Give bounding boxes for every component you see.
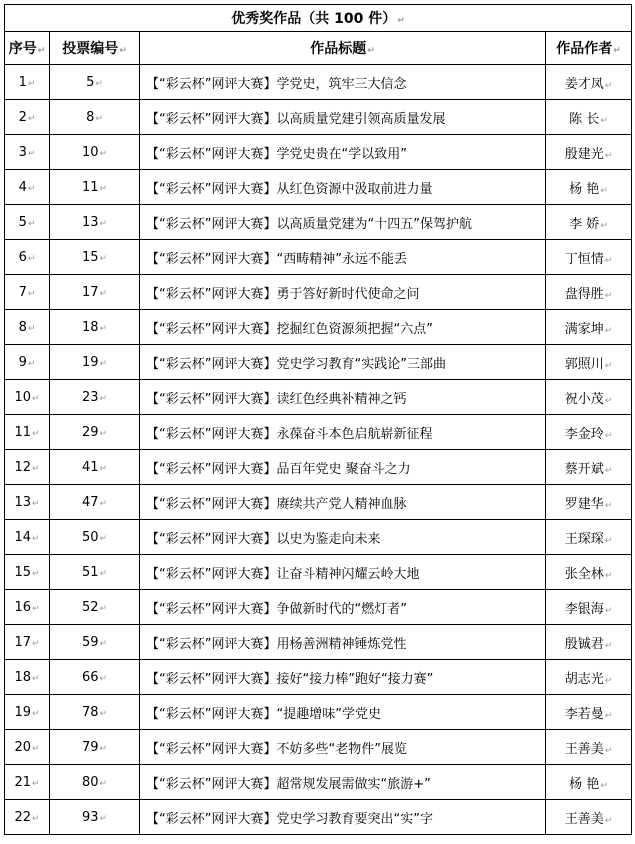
table-row — [5, 590, 632, 625]
paragraph-mark-icon: ↵ — [604, 80, 613, 91]
cell-no-text: 14 — [14, 529, 31, 545]
cell-vote-no-text: 15 — [81, 249, 99, 265]
table-row — [5, 520, 632, 555]
paragraph-mark-icon: ↵ — [600, 780, 608, 791]
cell-title — [140, 275, 546, 310]
cell-vote-no — [50, 415, 140, 450]
cell-no-text: 2 — [18, 109, 27, 125]
paragraph-mark-icon: ↵ — [99, 778, 108, 789]
table-row — [5, 135, 632, 170]
cell-vote-no — [50, 345, 140, 380]
paragraph-mark-icon: ↵ — [604, 395, 613, 406]
paragraph-mark-icon: ↵ — [99, 323, 108, 334]
cell-title — [140, 800, 546, 835]
paragraph-mark-icon: ↵ — [99, 708, 108, 719]
cell-title-text: 【“彩云杯”网评大赛】“提趣增味”学党史 — [146, 706, 381, 722]
paragraph-mark-icon: ↵ — [604, 465, 613, 476]
header-no — [5, 32, 50, 65]
cell-vote-no — [50, 555, 140, 590]
cell-author-text: 盘得胜 — [564, 286, 604, 302]
cell-title-text: 【“彩云杯”网评大赛】挖掘红色资源须把握“六点” — [146, 321, 433, 337]
cell-author — [546, 695, 632, 730]
paragraph-mark-icon: ↵ — [604, 430, 613, 441]
caption-row — [5, 5, 632, 32]
cell-title — [140, 660, 546, 695]
caption-text: 优秀奖作品（共 100 件） — [231, 11, 397, 27]
paragraph-mark-icon: ↵ — [604, 815, 613, 826]
paragraph-mark-icon: ↵ — [604, 255, 613, 266]
cell-author — [546, 380, 632, 415]
cell-no — [5, 170, 50, 205]
paragraph-mark-icon: ↵ — [99, 358, 108, 369]
cell-author-text: 胡志光 — [564, 671, 604, 687]
cell-author-text: 丁恒情 — [564, 251, 604, 267]
cell-author — [546, 275, 632, 310]
cell-no-text: 22 — [14, 809, 31, 825]
cell-no-text: 11 — [14, 424, 31, 440]
cell-author — [546, 135, 632, 170]
cell-no-text: 17 — [14, 634, 31, 650]
paragraph-mark-icon: ↵ — [604, 290, 613, 301]
cell-no — [5, 695, 50, 730]
cell-title — [140, 100, 546, 135]
cell-no-text: 19 — [14, 704, 31, 720]
header-author-text: 作品作者 — [556, 41, 613, 57]
cell-author — [546, 310, 632, 345]
cell-title-text: 【“彩云杯”网评大赛】学党史贵在“学以致用” — [146, 146, 407, 162]
paragraph-mark-icon: ↵ — [99, 498, 108, 509]
paragraph-mark-icon: ↵ — [99, 673, 108, 684]
cell-title — [140, 450, 546, 485]
table-row — [5, 65, 632, 100]
cell-title — [140, 730, 546, 765]
cell-title — [140, 485, 546, 520]
cell-author-text: 姜才凤 — [564, 76, 604, 92]
cell-no — [5, 100, 50, 135]
table-row — [5, 275, 632, 310]
cell-no-text: 6 — [18, 249, 27, 265]
paragraph-mark-icon: ↵ — [27, 183, 36, 194]
cell-vote-no — [50, 485, 140, 520]
cell-vote-no — [50, 275, 140, 310]
cell-author — [546, 660, 632, 695]
cell-vote-no — [50, 590, 140, 625]
cell-title — [140, 65, 546, 100]
cell-author — [546, 800, 632, 835]
cell-author — [546, 65, 632, 100]
paragraph-mark-icon: ↵ — [397, 16, 405, 26]
table-caption — [5, 5, 632, 32]
cell-no-text: 16 — [14, 599, 31, 615]
cell-title — [140, 555, 546, 590]
paragraph-mark-icon: ↵ — [367, 46, 375, 56]
cell-author — [546, 170, 632, 205]
paragraph-mark-icon: ↵ — [27, 218, 36, 229]
cell-no-text: 13 — [14, 494, 31, 510]
table-row — [5, 205, 632, 240]
cell-author-text: 殷建光 — [564, 146, 604, 162]
cell-title — [140, 520, 546, 555]
cell-no-text: 1 — [18, 74, 27, 90]
paragraph-mark-icon: ↵ — [99, 288, 108, 299]
paragraph-mark-icon: ↵ — [32, 638, 40, 649]
table-row — [5, 625, 632, 660]
cell-title — [140, 310, 546, 345]
paragraph-mark-icon: ↵ — [99, 428, 108, 439]
header-vote-no — [50, 32, 140, 65]
cell-no — [5, 240, 50, 275]
cell-author — [546, 415, 632, 450]
paragraph-mark-icon: ↵ — [604, 360, 613, 371]
cell-author — [546, 765, 632, 800]
cell-no — [5, 590, 50, 625]
table-row — [5, 170, 632, 205]
cell-no-text: 15 — [14, 564, 31, 580]
paragraph-mark-icon: ↵ — [99, 148, 108, 159]
cell-title-text: 【“彩云杯”网评大赛】从红色资源中汲取前进力量 — [146, 181, 433, 197]
table-row — [5, 450, 632, 485]
cell-vote-no — [50, 765, 140, 800]
cell-no — [5, 205, 50, 240]
cell-title — [140, 380, 546, 415]
paragraph-mark-icon: ↵ — [604, 745, 613, 756]
cell-title-text: 【“彩云杯”网评大赛】让奋斗精神闪耀云岭大地 — [146, 566, 420, 582]
paragraph-mark-icon: ↵ — [99, 218, 108, 229]
paragraph-mark-icon: ↵ — [604, 150, 613, 161]
table-row — [5, 310, 632, 345]
cell-title — [140, 590, 546, 625]
cell-vote-no-text: 10 — [81, 144, 99, 160]
cell-vote-no — [50, 380, 140, 415]
cell-vote-no-text: 78 — [81, 704, 99, 720]
table-row — [5, 660, 632, 695]
cell-author — [546, 590, 632, 625]
cell-no — [5, 65, 50, 100]
cell-title-text: 【“彩云杯”网评大赛】勇于答好新时代使命之问 — [146, 286, 420, 302]
paragraph-mark-icon: ↵ — [27, 113, 36, 124]
cell-vote-no-text: 50 — [81, 529, 99, 545]
paragraph-mark-icon: ↵ — [32, 568, 40, 579]
cell-vote-no-text: 51 — [81, 564, 99, 580]
table-row — [5, 555, 632, 590]
table-row — [5, 345, 632, 380]
cell-no — [5, 310, 50, 345]
cell-author-text: 王琛琛 — [564, 531, 604, 547]
cell-title-text: 【“彩云杯”网评大赛】学党史，筑牢三大信念 — [146, 76, 407, 92]
paragraph-mark-icon: ↵ — [95, 78, 103, 89]
cell-title — [140, 415, 546, 450]
cell-no — [5, 765, 50, 800]
cell-title-text: 【“彩云杯”网评大赛】不妨多些“老物件”展览 — [146, 741, 407, 757]
paragraph-mark-icon: ↵ — [99, 253, 108, 264]
paragraph-mark-icon: ↵ — [32, 533, 40, 544]
cell-title — [140, 695, 546, 730]
paragraph-mark-icon: ↵ — [32, 428, 40, 439]
paragraph-mark-icon: ↵ — [27, 253, 36, 264]
paragraph-mark-icon: ↵ — [99, 813, 108, 824]
paragraph-mark-icon: ↵ — [604, 325, 613, 336]
cell-title-text: 【“彩云杯”网评大赛】党史学习教育“实践论”三部曲 — [146, 356, 446, 372]
cell-vote-no — [50, 240, 140, 275]
cell-no-text: 21 — [14, 774, 31, 790]
cell-no — [5, 135, 50, 170]
cell-title-text: 【“彩云杯”网评大赛】接好“接力棒”跑好“接力赛” — [146, 671, 434, 687]
paragraph-mark-icon: ↵ — [99, 183, 108, 194]
cell-author-text: 杨 艳 — [569, 181, 600, 197]
paragraph-mark-icon: ↵ — [32, 708, 40, 719]
cell-author-text: 殷铖君 — [564, 636, 604, 652]
paragraph-mark-icon: ↵ — [32, 778, 40, 789]
cell-vote-no — [50, 520, 140, 555]
table-row — [5, 765, 632, 800]
cell-title — [140, 240, 546, 275]
cell-no — [5, 730, 50, 765]
cell-title-text: 【“彩云杯”网评大赛】争做新时代的“燃灯者” — [146, 601, 407, 617]
paragraph-mark-icon: ↵ — [32, 673, 40, 684]
cell-vote-no-text: 19 — [81, 354, 99, 370]
cell-vote-no-text: 18 — [81, 319, 99, 335]
paragraph-mark-icon: ↵ — [604, 640, 613, 651]
cell-title-text: 【“彩云杯”网评大赛】永葆奋斗本色启航崭新征程 — [146, 426, 433, 442]
cell-no-text: 3 — [18, 144, 27, 160]
cell-vote-no — [50, 310, 140, 345]
paragraph-mark-icon: ↵ — [32, 463, 40, 474]
paragraph-mark-icon: ↵ — [37, 46, 46, 56]
cell-title-text: 【“彩云杯”网评大赛】读红色经典补精神之钙 — [146, 391, 407, 407]
paragraph-mark-icon: ↵ — [604, 675, 613, 686]
cell-vote-no-text: 11 — [81, 179, 99, 195]
cell-author — [546, 625, 632, 660]
cell-vote-no — [50, 450, 140, 485]
paragraph-mark-icon: ↵ — [32, 603, 40, 614]
cell-title-text: 【“彩云杯”网评大赛】用杨善洲精神锤炼党性 — [146, 636, 407, 652]
cell-no — [5, 800, 50, 835]
cell-no — [5, 660, 50, 695]
cell-author — [546, 485, 632, 520]
paragraph-mark-icon: ↵ — [99, 568, 108, 579]
cell-vote-no — [50, 170, 140, 205]
cell-vote-no — [50, 135, 140, 170]
cell-no-text: 9 — [18, 354, 27, 370]
paragraph-mark-icon: ↵ — [95, 113, 103, 124]
cell-author — [546, 450, 632, 485]
cell-no — [5, 345, 50, 380]
cell-vote-no — [50, 100, 140, 135]
cell-vote-no — [50, 205, 140, 240]
paragraph-mark-icon: ↵ — [600, 115, 608, 126]
cell-author — [546, 100, 632, 135]
cell-vote-no-text: 52 — [81, 599, 99, 615]
paragraph-mark-icon: ↵ — [613, 46, 621, 56]
cell-author — [546, 730, 632, 765]
cell-title-text: 【“彩云杯”网评大赛】品百年党史 聚奋斗之力 — [146, 461, 411, 477]
cell-title — [140, 765, 546, 800]
table-row — [5, 100, 632, 135]
cell-title — [140, 205, 546, 240]
cell-author-text: 罗建华 — [564, 496, 604, 512]
cell-author — [546, 205, 632, 240]
paragraph-mark-icon: ↵ — [604, 500, 613, 511]
cell-author-text: 李若曼 — [564, 706, 604, 722]
cell-vote-no-text: 13 — [81, 214, 99, 230]
header-title-text: 作品标题 — [310, 41, 367, 57]
cell-vote-no — [50, 695, 140, 730]
cell-author — [546, 240, 632, 275]
cell-vote-no — [50, 625, 140, 660]
cell-title-text: 【“彩云杯”网评大赛】以高质量党建为“十四五”保驾护航 — [146, 216, 472, 232]
header-vote-no-text: 投票编号 — [62, 41, 119, 57]
paragraph-mark-icon: ↵ — [27, 148, 36, 159]
cell-vote-no-text: 8 — [86, 109, 95, 125]
cell-author-text: 陈 长 — [569, 111, 600, 127]
cell-author — [546, 520, 632, 555]
cell-author-text: 李 娇 — [569, 216, 600, 232]
table-row — [5, 485, 632, 520]
cell-author-text: 张全林 — [564, 566, 604, 582]
cell-vote-no-text: 66 — [81, 669, 99, 685]
paragraph-mark-icon: ↵ — [99, 533, 108, 544]
cell-title — [140, 345, 546, 380]
cell-title-text: 【“彩云杯”网评大赛】“西畴精神”永远不能丢 — [146, 251, 407, 267]
cell-author-text: 李金玲 — [564, 426, 604, 442]
cell-no — [5, 555, 50, 590]
cell-no — [5, 520, 50, 555]
paragraph-mark-icon: ↵ — [600, 220, 608, 231]
cell-no — [5, 450, 50, 485]
cell-no — [5, 380, 50, 415]
paragraph-mark-icon: ↵ — [604, 710, 613, 721]
cell-vote-no-text: 47 — [81, 494, 99, 510]
paragraph-mark-icon: ↵ — [32, 743, 40, 754]
cell-no-text: 7 — [18, 284, 27, 300]
cell-no — [5, 485, 50, 520]
table-row — [5, 695, 632, 730]
cell-author-text: 杨 艳 — [569, 776, 600, 792]
table-row — [5, 415, 632, 450]
paragraph-mark-icon: ↵ — [99, 463, 108, 474]
header-no-text: 序号 — [8, 41, 37, 57]
cell-vote-no-text: 59 — [81, 634, 99, 650]
paragraph-mark-icon: ↵ — [32, 393, 40, 404]
paragraph-mark-icon: ↵ — [32, 498, 40, 509]
table-body — [5, 65, 632, 835]
cell-title-text: 【“彩云杯”网评大赛】以高质量党建引领高质量发展 — [146, 111, 446, 127]
cell-author-text: 郭照川 — [564, 356, 604, 372]
cell-vote-no — [50, 800, 140, 835]
paragraph-mark-icon: ↵ — [600, 185, 608, 196]
header-row — [5, 32, 632, 65]
cell-vote-no — [50, 730, 140, 765]
cell-author-text: 祝小茂 — [564, 391, 604, 407]
cell-no-text: 20 — [14, 739, 31, 755]
paragraph-mark-icon: ↵ — [604, 535, 613, 546]
cell-title — [140, 135, 546, 170]
paragraph-mark-icon: ↵ — [119, 46, 127, 56]
cell-no-text: 10 — [14, 389, 31, 405]
cell-no — [5, 625, 50, 660]
cell-title-text: 【“彩云杯”网评大赛】超常规发展需做实“旅游+” — [146, 776, 431, 792]
header-title — [140, 32, 546, 65]
paragraph-mark-icon: ↵ — [99, 393, 108, 404]
cell-author — [546, 555, 632, 590]
cell-no — [5, 415, 50, 450]
cell-title-text: 【“彩云杯”网评大赛】以史为鉴走向未来 — [146, 531, 381, 547]
cell-vote-no-text: 80 — [81, 774, 99, 790]
award-table — [4, 4, 632, 835]
cell-title — [140, 170, 546, 205]
paragraph-mark-icon: ↵ — [604, 570, 613, 581]
cell-author-text: 满家坤 — [564, 321, 604, 337]
cell-vote-no-text: 41 — [81, 459, 99, 475]
cell-no-text: 4 — [18, 179, 27, 195]
cell-author-text: 王善美 — [564, 811, 604, 827]
cell-vote-no-text: 17 — [81, 284, 99, 300]
cell-author-text: 李银海 — [564, 601, 604, 617]
paragraph-mark-icon: ↵ — [27, 78, 36, 89]
cell-author-text: 王善美 — [564, 741, 604, 757]
paragraph-mark-icon: ↵ — [27, 358, 36, 369]
paragraph-mark-icon: ↵ — [99, 638, 108, 649]
table-row — [5, 800, 632, 835]
cell-no-text: 8 — [18, 319, 27, 335]
cell-author — [546, 345, 632, 380]
cell-no-text: 12 — [14, 459, 31, 475]
cell-vote-no — [50, 660, 140, 695]
table-row — [5, 730, 632, 765]
cell-no-text: 18 — [14, 669, 31, 685]
cell-vote-no-text: 93 — [81, 809, 99, 825]
cell-title-text: 【“彩云杯”网评大赛】赓续共产党人精神血脉 — [146, 496, 407, 512]
cell-vote-no-text: 23 — [81, 389, 99, 405]
cell-vote-no — [50, 65, 140, 100]
cell-vote-no-text: 5 — [86, 74, 95, 90]
table-row — [5, 240, 632, 275]
cell-vote-no-text: 29 — [81, 424, 99, 440]
cell-no — [5, 275, 50, 310]
paragraph-mark-icon: ↵ — [32, 813, 40, 824]
paragraph-mark-icon: ↵ — [99, 603, 108, 614]
paragraph-mark-icon: ↵ — [99, 743, 108, 754]
paragraph-mark-icon: ↵ — [27, 323, 36, 334]
cell-vote-no-text: 79 — [81, 739, 99, 755]
paragraph-mark-icon: ↵ — [604, 605, 613, 616]
cell-title — [140, 625, 546, 660]
cell-author-text: 蔡开斌 — [564, 461, 604, 477]
table-row — [5, 380, 632, 415]
cell-no-text: 5 — [18, 214, 27, 230]
header-author — [546, 32, 632, 65]
paragraph-mark-icon: ↵ — [27, 288, 36, 299]
cell-title-text: 【“彩云杯”网评大赛】党史学习教育要突出“实”字 — [146, 811, 433, 827]
